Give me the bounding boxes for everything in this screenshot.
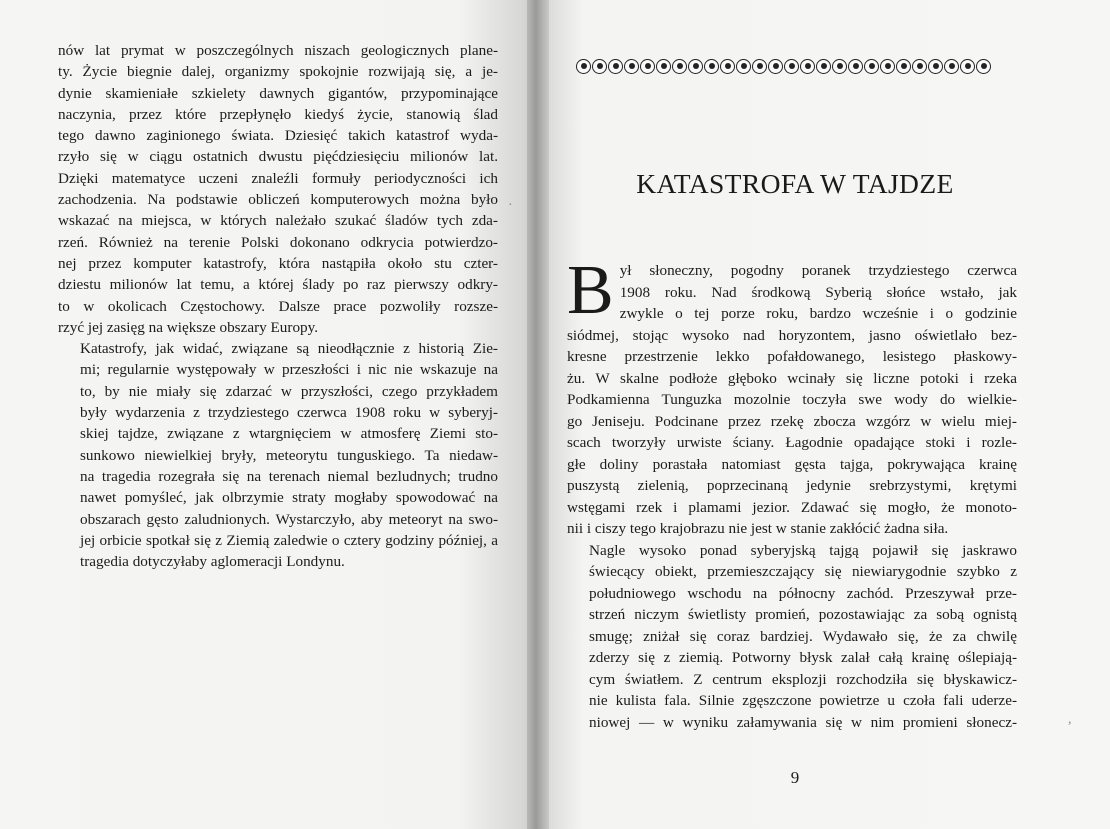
ornament-ring-icon	[816, 59, 831, 74]
text-line: ył słoneczny, pogodny poranek trzydziestego czerwca	[619, 262, 1017, 279]
ornament-ring-icon	[720, 59, 735, 74]
ornament-ring-icon	[944, 59, 959, 74]
ornament-ring-icon	[656, 59, 671, 74]
ornament-ring-icon	[928, 59, 943, 74]
text-line: rzyło się w ciągu ostatnich dwustu pięćdziesięciu milionów lat.	[58, 148, 498, 166]
ornament-ring-icon	[736, 59, 751, 74]
text-line: Dzięki matematyce uczeni znaleźli formuły periodyczności ich	[58, 169, 498, 187]
text-line: nie kulista fala. Silnie zgęszczone powietrze u czoła fali uderze-	[589, 692, 1017, 709]
scan-speck: ,	[1068, 712, 1072, 727]
text-line: wskazać na miejsca, w których należało szukać śladów tych zda-	[58, 212, 498, 230]
text-line: rzeń. Również na terenie Polski dokonano odkrycia potwierdzo-	[58, 233, 498, 251]
text-line: to w okolicach Częstochowy. Dalsze prace pozwoliły rozsze-	[58, 297, 498, 315]
ornament-ring-icon	[976, 59, 991, 74]
ornament-ring-icon	[800, 59, 815, 74]
text-line: tego dawno zaginionego świata. Dziesięć takich katastrof wyda-	[58, 127, 498, 145]
text-line: cym światłem. Z centrum eksplozji rozchodziła się błyskawicz-	[589, 670, 1017, 688]
text-line: nów lat prymat w poszczególnych niszach geologicznych plane-	[58, 42, 498, 59]
chapter-title: KATASTROFA W TAJDZE	[636, 168, 954, 199]
text-line: siódmej, stojąc wysoko nad horyzontem, jasno oświetlało bez-	[567, 326, 1017, 344]
text-line: strzeń niczym świetlisty promień, pozostawiając za sobą ognistą	[589, 606, 1017, 623]
ornament-ring-icon	[592, 59, 607, 74]
text-line: skiej tajdze, związane z wtargnięciem w atmosferę Ziemi sto-	[80, 425, 498, 443]
text-line: kresne przestrzenie lekko pofałdowanego, lesistego płaskowy-	[567, 348, 1017, 365]
right-paragraph-1	[567, 252, 1017, 540]
text-line: nawet pomyśleć, jak olbrzymie straty mogłaby spowodować na	[80, 489, 498, 507]
text-line: to, by nie miały się zdarzać w przyszłości, czego przykładem	[80, 382, 498, 400]
text-line: 1908 roku. Nad środkową Syberią słońce wstało, jak	[619, 283, 1017, 301]
text-line: żu. W skalne podłoże głęboko wcinały się liczne potoki i rzeka	[567, 369, 1017, 387]
text-line: były wydarzenia z trzydziestego czerwca 1908 roku w syberyj-	[80, 404, 498, 422]
chapter-ornament-border	[576, 54, 1006, 78]
ornament-ring-icon	[896, 59, 911, 74]
text-line: nej przez komputer katastrofy, która nastąpiła około stu czter-	[58, 254, 498, 272]
text-line: Podkamienna Tunguzka mozolnie toczyła swe wody do wielkie-	[567, 391, 1017, 408]
text-line: głe doliny porastała natomiast gęsta tajga, pokrywająca krainę	[567, 455, 1017, 473]
text-line: południowego wschodu na północny zachód. Przeszywał prze-	[589, 584, 1017, 602]
bleed-through-text	[300, 560, 510, 709]
text-line: świecący obiekt, przemieszczający się niewiarygodnie szybko z	[589, 563, 1017, 580]
text-line: smugę; zniżał się coraz bardziej. Wydawało się, że za chwilę	[589, 627, 1017, 645]
text-line: scach tworzyły urwiste ściany. Łagodnie opadające stoki i rozle-	[567, 434, 1017, 451]
ornament-ring-icon	[576, 59, 591, 74]
left-paragraph-2	[58, 338, 498, 572]
text-line: Nagle wysoko ponad syberyjską tajgą pojawił się jaskrawo	[589, 541, 1017, 559]
ornament-ring-icon	[672, 59, 687, 74]
ornament-ring-icon	[832, 59, 847, 74]
text-line: zwykle o tej porze roku, bardzo wcześnie i o godzinie	[619, 305, 1017, 322]
text-line: tragedia dotyczyłaby aglomeracji Londynu.	[80, 553, 345, 571]
ornament-ring-icon	[960, 59, 975, 74]
text-line: naczynia, przez które przepłynęło kiedyś życie, stanowią ślad	[58, 105, 498, 123]
ornament-ring-icon	[768, 59, 783, 74]
text-line: obszarach gęsto zaludnionych. Wystarczyło, aby meteoryt na swo-	[80, 510, 498, 528]
text-line: zderzy się z ziemią. Potworny błysk zalał całą krainę oślepiają-	[589, 649, 1017, 666]
ornament-ring-icon	[864, 59, 879, 74]
right-paragraph-2	[567, 540, 1017, 734]
scan-speck: ·	[508, 198, 513, 213]
ornament-ring-icon	[752, 59, 767, 74]
ornament-ring-icon	[784, 59, 799, 74]
text-line: rzyć jej zasięg na większe obszary Europy.	[58, 318, 319, 336]
ornament-ring-icon	[704, 59, 719, 74]
text-line: dynie skamieniałe szkielety dawnych gigantów, przypominające	[58, 84, 498, 102]
text-line: zachodzenia. Na podstawie obliczeń komputerowych można było	[58, 191, 498, 209]
ornament-ring-icon	[624, 59, 639, 74]
ornament-ring-icon	[640, 59, 655, 74]
page-number: 9	[790, 768, 800, 787]
ornament-ring-icon	[880, 59, 895, 74]
text-line: dziestu milionów lat temu, a której ślady po raz pierwszy odkry-	[58, 276, 498, 294]
ornament-ring-icon	[608, 59, 623, 74]
text-line: sunkowo niewielkiej bryły, meteorytu tunguskiego. Ta niedaw-	[80, 446, 498, 464]
left-paragraph-1	[58, 40, 498, 338]
left-page	[0, 0, 540, 829]
text-line: nii i ciszy tego krajobrazu nie jest w stanie zakłócić żadna siła.	[567, 520, 949, 537]
ornament-ring-icon	[848, 59, 863, 74]
text-line: wstęgami rzek i plamami jezior. Zdawać się mogło, że monoto-	[567, 498, 1017, 516]
text-line: jej orbicie spotkał się z Ziemią zaledwie o cztery godziny później, a	[80, 531, 498, 549]
ornament-ring-icon	[688, 59, 703, 74]
book-gutter	[527, 0, 549, 829]
text-line: Katastrofy, jak widać, związane są nieodłącznie z historią Zie-	[80, 340, 498, 358]
text-line: puszystą zielenią, poprzecinaną jedynie srebrzystymi, krętymi	[567, 477, 1017, 494]
text-line: niowej — w wyniku załamywania się w nim promieni słonecz-	[589, 713, 1017, 731]
text-line: na tragedia rozegrała się na terenach niemal bezludnych; trudno	[80, 467, 498, 485]
drop-cap: B	[567, 252, 614, 329]
text-line: ty. Życie biegnie dalej, organizmy spokojnie rozwijają się, a je-	[58, 63, 498, 81]
ornament-ring-icon	[912, 59, 927, 74]
text-line: mi; regularnie występowały w przeszłości i nic nie wskazuje na	[80, 361, 498, 379]
right-page-text	[567, 252, 1017, 733]
left-page-text	[58, 40, 498, 572]
text-line: go Jeniseju. Podcinane przez rzekę zbocza wzgórz w wielu miej-	[567, 412, 1017, 430]
